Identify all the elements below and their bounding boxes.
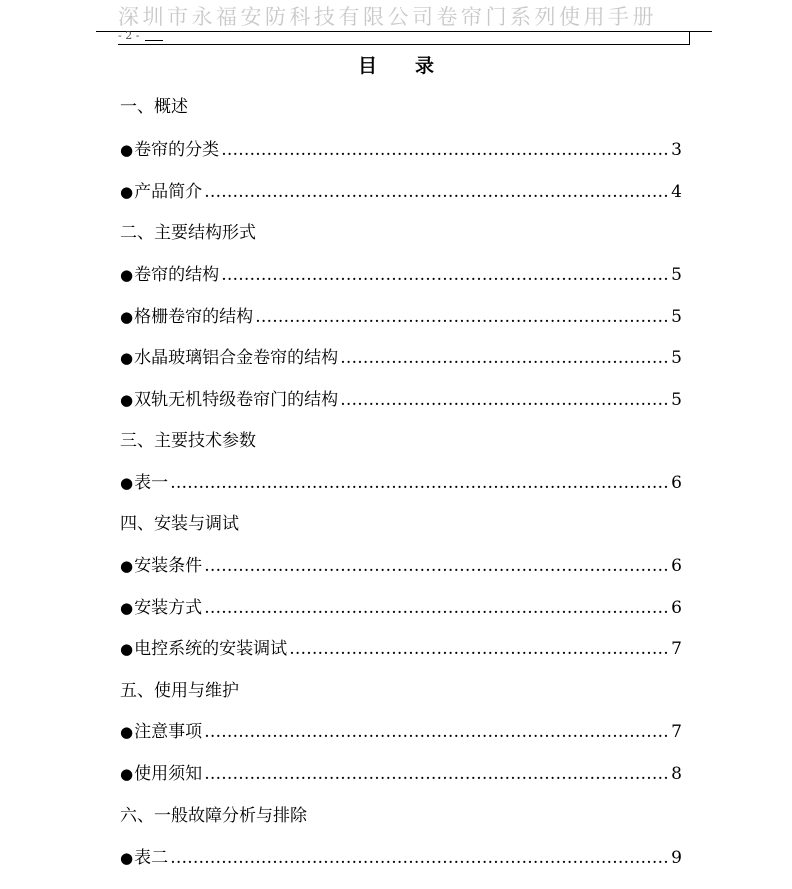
bullet-icon: ●	[120, 557, 134, 575]
dot-leader	[340, 347, 669, 369]
toc-entry-label: 安装条件	[134, 556, 203, 576]
toc-section-heading: 五、使用与维护	[120, 681, 239, 701]
toc-entry-page-number: 5	[671, 348, 682, 368]
toc-entry-label: 格栅卷帘的结构	[134, 307, 254, 327]
dot-leader	[170, 847, 669, 869]
bullet-icon: ●	[120, 183, 134, 201]
header-vertical-rule	[689, 31, 690, 44]
bullet-icon: ●	[120, 349, 134, 367]
bullet-icon: ●	[120, 765, 134, 783]
toc-entry-label: 表一	[134, 473, 169, 493]
bullet-icon: ●	[120, 474, 134, 492]
toc-entry-page-number: 7	[671, 722, 682, 742]
toc-entry-label: 水晶玻璃铝合金卷帘的结构	[134, 348, 339, 368]
bullet-icon: ●	[120, 141, 134, 159]
dot-leader	[255, 306, 669, 328]
toc-entry-page-number: 7	[671, 639, 682, 659]
toc-entry-label: 表二	[134, 848, 169, 868]
toc-entry-page-number: 5	[671, 265, 682, 285]
toc-entry-label: 卷帘的结构	[134, 265, 220, 285]
toc-entry[interactable]	[120, 638, 682, 660]
page-number-underline	[145, 40, 163, 41]
toc-entry-label: 双轨无机特级卷帘门的结构	[134, 390, 339, 410]
toc-entry[interactable]	[120, 597, 682, 619]
toc-entry-page-number: 9	[671, 848, 682, 868]
toc-entry-page-number: 6	[671, 473, 682, 493]
toc-section-heading: 六、一般故障分析与排除	[120, 806, 307, 826]
toc-entry-page-number: 4	[671, 182, 682, 202]
toc-section-heading: 三、主要技术参数	[120, 431, 256, 451]
toc-entry[interactable]	[120, 847, 682, 869]
toc-entry-page-number: 3	[671, 140, 682, 160]
toc-entry-label: 产品简介	[134, 182, 203, 202]
bullet-icon: ●	[120, 391, 134, 409]
bullet-icon: ●	[120, 599, 134, 617]
toc-entry-page-number: 5	[671, 307, 682, 327]
toc-entry[interactable]	[120, 264, 682, 286]
toc-entry[interactable]	[120, 763, 682, 785]
dot-leader	[204, 597, 669, 619]
toc-entry[interactable]	[120, 181, 682, 203]
bullet-icon: ●	[120, 723, 134, 741]
bullet-icon: ●	[120, 308, 134, 326]
toc-entry-page-number: 6	[671, 598, 682, 618]
dot-leader	[221, 139, 669, 161]
toc-entry-label: 电控系统的安装调试	[134, 639, 288, 659]
page-number: - 2 -	[118, 29, 140, 42]
toc-entry[interactable]	[120, 139, 682, 161]
toc-section-heading: 四、安装与调试	[120, 514, 239, 534]
header-top-rule	[96, 31, 712, 32]
toc-entry-page-number: 6	[671, 556, 682, 576]
running-header-title: 深圳市永福安防科技有限公司卷帘门系列使用手册	[118, 5, 657, 29]
toc-entry[interactable]	[120, 347, 682, 369]
toc-entry[interactable]	[120, 721, 682, 743]
dot-leader	[170, 472, 669, 494]
toc-entry-label: 注意事项	[134, 722, 203, 742]
toc-entry-label: 安装方式	[134, 598, 203, 618]
dot-leader	[340, 389, 669, 411]
dot-leader	[289, 638, 669, 660]
header-bottom-rule	[118, 44, 690, 45]
toc-section-heading: 二、主要结构形式	[120, 223, 256, 243]
dot-leader	[204, 181, 669, 203]
bullet-icon: ●	[120, 266, 134, 284]
dot-leader	[221, 264, 669, 286]
toc-entry-page-number: 5	[671, 390, 682, 410]
toc-entry[interactable]	[120, 555, 682, 577]
dot-leader	[204, 721, 669, 743]
bullet-icon: ●	[120, 849, 134, 867]
dot-leader	[204, 555, 669, 577]
toc-title: 目录	[357, 55, 472, 77]
dot-leader	[204, 763, 669, 785]
toc-entry[interactable]	[120, 472, 682, 494]
toc-entry-page-number: 8	[671, 764, 682, 784]
toc-entry[interactable]	[120, 389, 682, 411]
toc-entry-label: 卷帘的分类	[134, 140, 220, 160]
toc-entry[interactable]	[120, 306, 682, 328]
toc-entry-label: 使用须知	[134, 764, 203, 784]
bullet-icon: ●	[120, 640, 134, 658]
toc-section-heading: 一、概述	[120, 97, 188, 117]
